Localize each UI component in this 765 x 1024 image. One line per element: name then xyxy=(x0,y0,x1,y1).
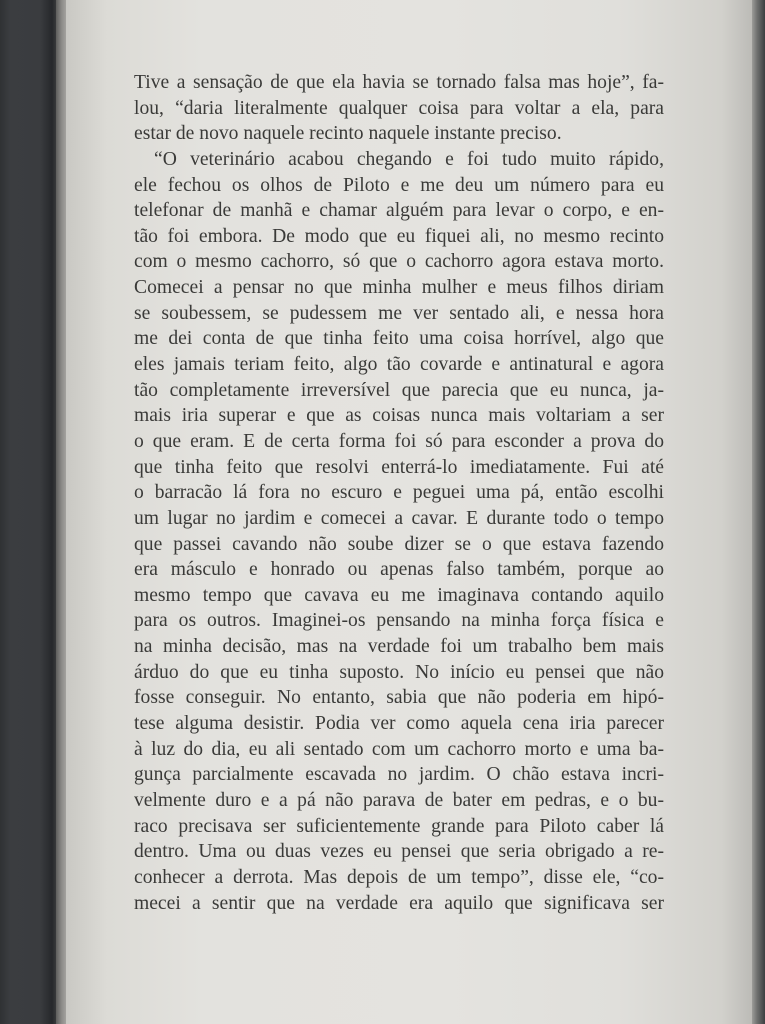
text-line: com o mesmo cachorro, só que o cachorro agora estava morto. xyxy=(134,251,664,273)
text-line: lou, “daria literalmente qualquer coisa para voltar a ela, para xyxy=(134,97,664,119)
text-line: para os outros. Imaginei-os pensando na minha força física e xyxy=(134,610,664,632)
text-line: Comecei a pensar no que minha mulher e meus filhos diriam xyxy=(134,277,664,299)
text-line: “O veterinário acabou chegando e foi tudo muito rápido, xyxy=(154,148,664,170)
text-line: tão completamente irreversível que parecia que eu nunca, ja- xyxy=(134,379,664,401)
text-line: árduo do que eu tinha suposto. No início eu pensei que não xyxy=(134,661,664,683)
text-line: estar de novo naquele recinto naquele instante preciso. xyxy=(134,123,562,145)
text-line: se soubessem, se pudessem me ver sentado ali, e nessa hora xyxy=(134,302,664,324)
text-line: era másculo e honrado ou apenas falso também, porque ao xyxy=(134,559,664,581)
text-line: me dei conta de que tinha feito uma coisa horrível, algo que xyxy=(134,328,664,350)
text-line: o que eram. E de certa forma foi só para esconder a prova do xyxy=(134,430,664,452)
text-line: à luz do dia, eu ali sentado com um cachorro morto e uma ba- xyxy=(134,738,664,760)
text-line: ele fechou os olhos de Piloto e me deu um número para eu xyxy=(134,174,664,196)
text-line: mecei a sentir que na verdade era aquilo que significava ser xyxy=(134,892,664,914)
text-line: velmente duro e a pá não parava de bater em pedras, e o bu- xyxy=(134,789,664,811)
text-line: Tive a sensação de que ela havia se tornado falsa mas hoje”, fa- xyxy=(134,72,664,93)
text-line: um lugar no jardim e comecei a cavar. E durante todo o tempo xyxy=(134,507,664,529)
text-line: fosse conseguir. No entanto, sabia que não poderia em hipó- xyxy=(134,687,664,709)
text-line: na minha decisão, mas na verdade foi um trabalho bem mais xyxy=(134,636,664,658)
text-line: raco precisava ser suficientemente grande para Piloto caber lá xyxy=(134,815,664,837)
text-line: dentro. Uma ou duas vezes eu pensei que seria obrigado a re- xyxy=(134,841,664,863)
text-line: mesmo tempo que cavava eu me imaginava contando aquilo xyxy=(134,584,664,606)
text-line: tese alguma desistir. Podia ver como aquela cena iria parecer xyxy=(134,713,664,735)
text-line: mais iria superar e que as coisas nunca mais voltariam a ser xyxy=(134,405,664,427)
text-line: gunça parcialmente escavada no jardim. O chão estava incri- xyxy=(134,764,664,786)
text-line: eles jamais teriam feito, algo tão covarde e antinatural e agora xyxy=(134,354,664,376)
text-line: conhecer a derrota. Mas depois de um tempo”, disse ele, “co- xyxy=(134,866,664,888)
page-right-edge xyxy=(752,0,765,1024)
text-line: que tinha feito que resolvi enterrá-lo imediatamente. Fui até xyxy=(134,456,664,478)
text-line: telefonar de manhã e chamar alguém para levar o corpo, e en- xyxy=(134,200,664,222)
text-line: o barracão lá fora no escuro e peguei uma pá, então escolhi xyxy=(134,482,664,504)
text-line: tão foi embora. De modo que eu fiquei ali, no mesmo recinto xyxy=(134,225,664,247)
text-line: que passei cavando não soube dizer se o que estava fazendo xyxy=(134,533,664,555)
page-text xyxy=(134,70,664,916)
